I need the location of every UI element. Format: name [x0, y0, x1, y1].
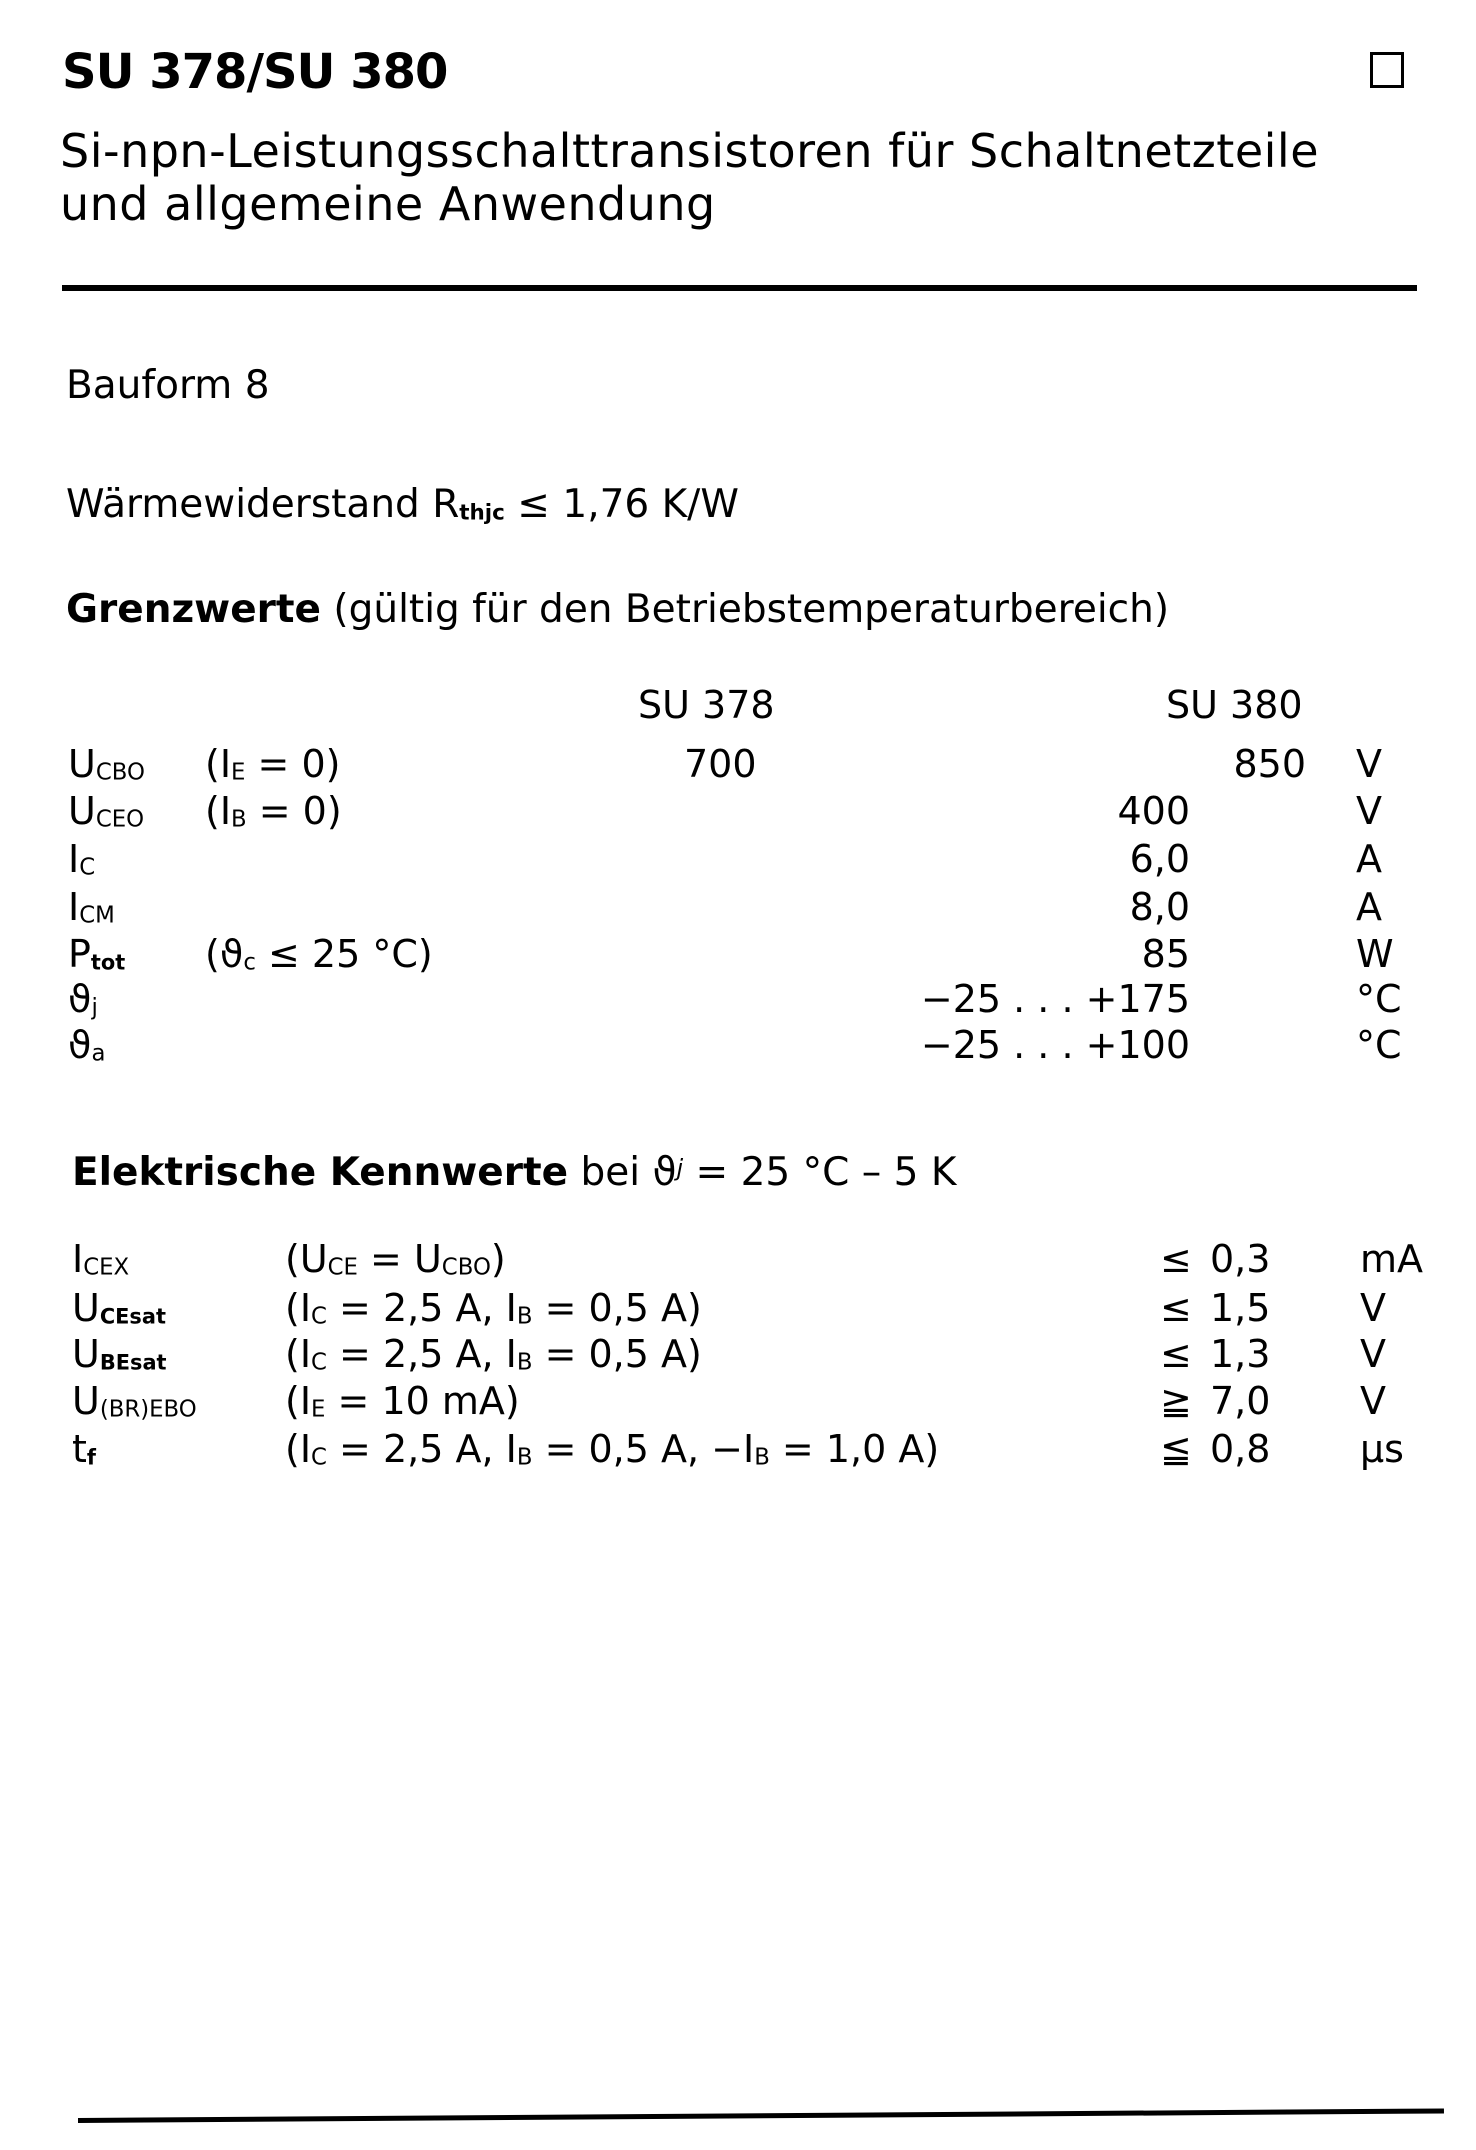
condition-text: = 2,5 A, I [326, 1427, 517, 1471]
condition-rest: = 0) [245, 742, 341, 786]
thermal-value: 1,76 K/W [562, 482, 739, 527]
symbol-main: U [72, 1332, 100, 1376]
characteristic-unit: µs [1360, 1427, 1404, 1471]
symbol-sub: C [79, 854, 96, 881]
value-su380: 850 [1233, 742, 1306, 786]
electrical-heading-bold: Elektrische Kennwerte [72, 1150, 569, 1195]
characteristic-value: 0,8 [1210, 1427, 1271, 1471]
package-type: Bauform 8 [66, 363, 270, 408]
condition-rest: ≤ 25 °C) [255, 932, 433, 976]
condition-main: (I [205, 789, 232, 833]
condition-main: (U [285, 1237, 328, 1281]
limit-unit: W [1356, 932, 1394, 976]
symbol-main: I [72, 1237, 84, 1281]
limit-unit: °C [1356, 977, 1402, 1021]
page-title: SU 378/SU 380 [62, 44, 448, 100]
subtitle-line-1: Si-npn-Leistungsschalttransistoren für Schaltnetzteile [60, 124, 1320, 178]
condition-text: = 2,5 A, I [326, 1286, 517, 1330]
condition-sub: B [516, 1303, 533, 1330]
relation-symbol: ≤ [1160, 1332, 1192, 1376]
symbol-main: U [68, 742, 96, 786]
characteristic-unit: mA [1360, 1237, 1424, 1281]
characteristic-unit: V [1360, 1379, 1386, 1423]
limit-condition [205, 932, 433, 976]
characteristic-condition [285, 1427, 940, 1471]
value-su378: 700 [684, 742, 757, 786]
relation-symbol: ≧ [1160, 1379, 1192, 1423]
limits-heading [66, 587, 1170, 632]
condition-text: = 0,5 A) [532, 1286, 702, 1330]
characteristic-value: 1,3 [1210, 1332, 1271, 1376]
thermal-label: Wärmewiderstand R [66, 482, 460, 527]
condition-sub: c [243, 949, 256, 976]
characteristic-symbol [72, 1332, 167, 1376]
condition-sub: E [231, 759, 246, 786]
condition-text: = U [357, 1237, 442, 1281]
electrical-heading-sub: j [676, 1153, 684, 1182]
limit-symbol [68, 977, 98, 1021]
condition-sub: B [231, 806, 247, 833]
column-header-su380: SU 380 [1166, 683, 1303, 727]
electrical-heading-cond [581, 1150, 957, 1195]
empty-square-icon [1370, 52, 1404, 88]
condition-main: (I [285, 1427, 312, 1471]
header-divider [62, 285, 1417, 291]
condition-main: (I [285, 1332, 312, 1376]
characteristic-symbol [72, 1286, 166, 1330]
limit-unit: V [1356, 742, 1382, 786]
condition-main: (I [205, 742, 232, 786]
characteristic-condition [285, 1332, 702, 1376]
limit-symbol [68, 837, 96, 881]
symbol-main: U [72, 1379, 100, 1423]
value-shared: −25 . . . +175 [920, 977, 1190, 1021]
relation-symbol: ≤ [1160, 1286, 1192, 1330]
symbol-sub: a [91, 1040, 106, 1067]
symbol-main: I [68, 885, 80, 929]
condition-main: (I [285, 1286, 312, 1330]
value-shared: −25 . . . +100 [920, 1023, 1190, 1067]
symbol-main: ϑ [68, 1023, 92, 1067]
limits-heading-note: (gültig für den Betriebstemperaturbereich) [333, 587, 1170, 632]
symbol-main: t [72, 1427, 87, 1471]
condition-sub: CBO [441, 1254, 491, 1281]
thermal-relation: ≤ [517, 482, 550, 527]
condition-sub: C [311, 1444, 327, 1471]
electrical-heading-pre: bei ϑ [580, 1150, 677, 1195]
electrical-heading [72, 1150, 957, 1195]
column-header-su378: SU 378 [638, 683, 775, 727]
condition-sub: B [516, 1444, 533, 1471]
symbol-sub: f [86, 1445, 96, 1470]
condition-main: (I [285, 1379, 312, 1423]
condition-text: ) [490, 1237, 506, 1281]
symbol-sub: CEX [83, 1254, 130, 1281]
condition-sub: E [311, 1396, 326, 1423]
condition-sub: B [754, 1444, 770, 1471]
condition-main: (ϑ [205, 932, 244, 976]
symbol-sub: CBO [95, 759, 145, 786]
condition-text: = 0,5 A) [532, 1332, 702, 1376]
limit-condition [205, 742, 341, 786]
limit-unit: °C [1356, 1023, 1402, 1067]
symbol-main: U [68, 789, 96, 833]
value-shared: 8,0 [1129, 885, 1190, 929]
characteristic-symbol [72, 1379, 197, 1423]
characteristic-symbol [72, 1237, 130, 1281]
limit-symbol [68, 1023, 106, 1067]
symbol-sub: tot [90, 950, 126, 975]
symbol-main: ϑ [68, 977, 92, 1021]
condition-text: = 1,0 A) [769, 1427, 940, 1471]
characteristic-condition [285, 1379, 520, 1423]
symbol-main: U [72, 1286, 100, 1330]
limit-symbol [68, 789, 145, 833]
value-shared: 6,0 [1129, 837, 1190, 881]
symbol-sub: CM [79, 902, 115, 929]
symbol-main: I [68, 837, 80, 881]
characteristic-condition [285, 1286, 702, 1330]
limit-unit: A [1356, 837, 1382, 881]
characteristic-unit: V [1360, 1332, 1386, 1376]
limit-symbol [68, 885, 115, 929]
characteristic-symbol [72, 1427, 96, 1471]
limit-symbol [68, 742, 145, 786]
thermal-resistance [66, 482, 739, 527]
symbol-sub: CEO [95, 806, 145, 833]
characteristic-value: 0,3 [1210, 1237, 1271, 1281]
condition-rest: = 0) [246, 789, 342, 833]
value-shared: 85 [1141, 932, 1190, 976]
footer-divider [78, 2108, 1444, 2123]
limit-unit: A [1356, 885, 1382, 929]
limit-unit: V [1356, 789, 1382, 833]
relation-symbol: ≤ [1160, 1237, 1192, 1281]
characteristic-condition [285, 1237, 506, 1281]
limit-symbol [68, 932, 126, 976]
subtitle-line-2: und allgemeine Anwendung [60, 177, 716, 231]
condition-text: = 10 mA) [325, 1379, 520, 1423]
characteristic-unit: V [1360, 1286, 1386, 1330]
characteristic-value: 1,5 [1210, 1286, 1271, 1330]
symbol-sub: CEsat [99, 1304, 166, 1329]
condition-sub: B [516, 1349, 533, 1376]
condition-text: = 0,5 A, −I [532, 1427, 755, 1471]
relation-symbol: ≦ [1160, 1427, 1192, 1471]
limit-condition [205, 789, 342, 833]
symbol-sub: BEsat [99, 1350, 167, 1375]
condition-sub: CE [327, 1254, 358, 1281]
condition-sub: C [311, 1303, 327, 1330]
electrical-heading-post: = 25 °C – 5 K [683, 1150, 957, 1195]
characteristic-value: 7,0 [1210, 1379, 1271, 1423]
limits-heading-bold: Grenzwerte [66, 587, 321, 632]
condition-sub: C [311, 1349, 327, 1376]
symbol-sub: j [91, 994, 98, 1021]
symbol-main: P [68, 932, 91, 976]
thermal-label-sub: thjc [459, 500, 505, 526]
condition-text: = 2,5 A, I [326, 1332, 517, 1376]
value-shared: 400 [1117, 789, 1190, 833]
symbol-sub: (BR)EBO [99, 1396, 197, 1423]
